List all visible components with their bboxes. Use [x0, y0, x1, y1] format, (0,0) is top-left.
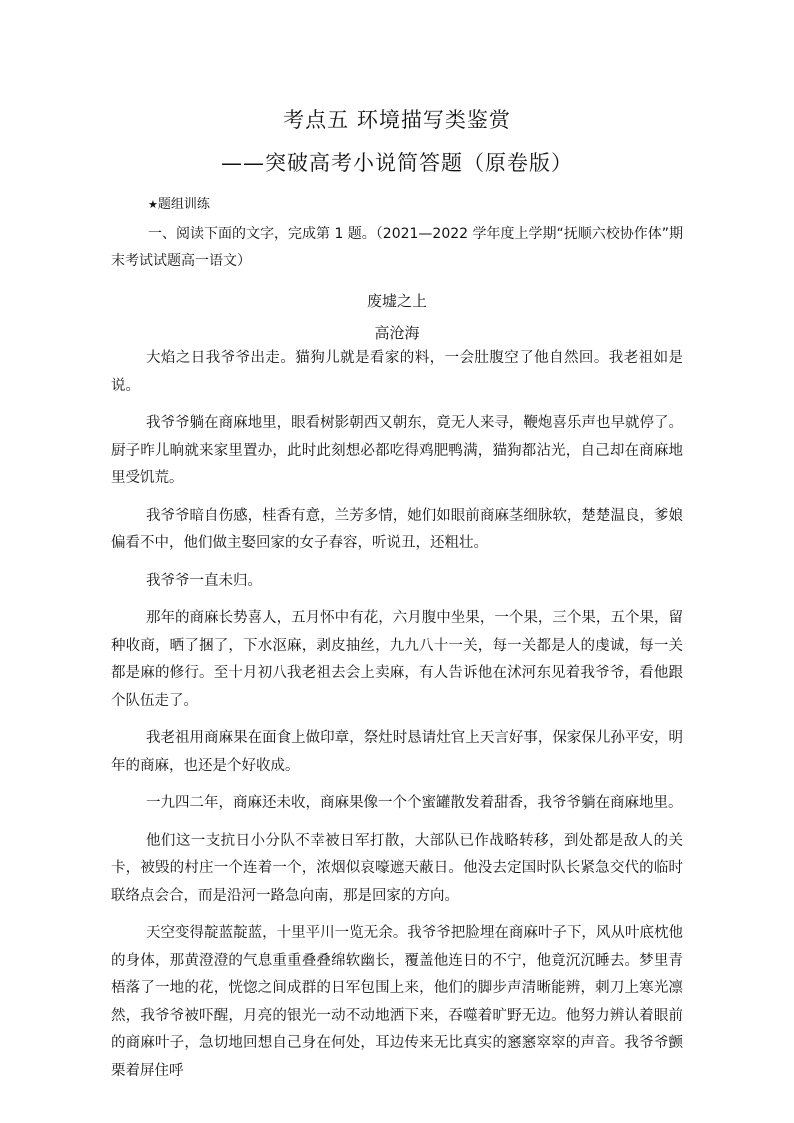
story-author: 高沧海: [374, 324, 420, 342]
section-label-text: 题组训练: [157, 197, 210, 212]
story-title: 废墟之上: [366, 292, 427, 310]
story-paragraph: 一九四二年，商麻还未收，商麻果像一个个蜜罐散发着甜香，我爷爷躺在商麻地里。: [146, 795, 683, 811]
story-body: [111, 345, 683, 1095]
star-icon: ★: [148, 198, 158, 211]
section-label: [148, 193, 210, 212]
story-paragraph: 那年的商麻长势喜人，五月怀中有花，六月腹中坐果，一个果，三个果，五个果，留种收商，晒了捆了，下水沤麻，剥皮抽丝，九九八十一关，每一关都是人的虔诚，每一关都是麻的修行。至十月初八我老祖去会上卖麻，有人告诉他在沭河东见着我爷爷，看他跟个队伍走了。: [111, 610, 683, 709]
story-paragraph: 我老祖用商麻果在面食上做印章，祭灶时恳请灶官上天言好事，保家保儿孙平安，明年的商麻，也还是个好收成。: [111, 730, 683, 774]
story-paragraph: 我爷爷躺在商麻地里，眼看树影朝西又朝东，竟无人来寻，鞭炮喜乐声也早就停了。厨子昨儿晌就来家里置办，此时此刻想必都吃得鸡肥鸭满，猫狗都沾光，自己却在商麻地里受饥荒。: [111, 415, 683, 486]
story-paragraph: 我爷爷一直未归。: [146, 572, 262, 589]
page-title: 考点五 环境描写类鉴赏: [283, 108, 511, 132]
question-prompt: 一、阅读下面的文字，完成第 1 题。（2021—2022 学年度上学期“抚顺六校协作体”期末考试试题高一语文）: [111, 226, 684, 269]
story-paragraph: 我爷爷暗自伤感，桂香有意，兰芳多情，她们如眼前商麻茎细脉软，楚楚温良，爹娘偏看不中，他们做主娶回家的女子春容，听说丑，还粗壮。: [111, 507, 683, 551]
story-paragraph: 天空变得靛蓝靛蓝，十里平川一览无余。我爷爷把脸埋在商麻叶子下，风从叶底枕他的身体，那黄澄澄的气息重重叠叠绵软幽长，覆盖他连日的不宁，他竟沉沉睡去。梦里青梧落了一地的花，恍惚之间成群的日军包围上来，他们的脚步声清晰能辨，刺刀上寒光凛然，我爷爷被吓醒，月亮的银光一动不动地洒下来，吞噬着旷野无边。他努力辨认着眼前的商麻叶子，急切地回想自己身在何处，耳边传来无比真实的窸窸窣窣的声音。我爷爷颤栗着屏住呼: [111, 925, 683, 1079]
story-paragraph: 大焰之日我爷爷出走。猫狗儿就是看家的料，一会肚腹空了他自然回。我老祖如是说。: [111, 350, 683, 394]
story-paragraph: 他们这一支抗日小分队不幸被日军打散，大部队已作战略转移，到处都是敌人的关卡，被毁的村庄一个连着一个，浓烟似哀嚎遮天蔽日。他没去定国时队长紧急交代的临时联络点会合，而是沿河一路急向南，那是回家的方向。: [111, 832, 683, 904]
page-subtitle: ——突破高考小说简答题（原卷版）: [221, 151, 573, 175]
